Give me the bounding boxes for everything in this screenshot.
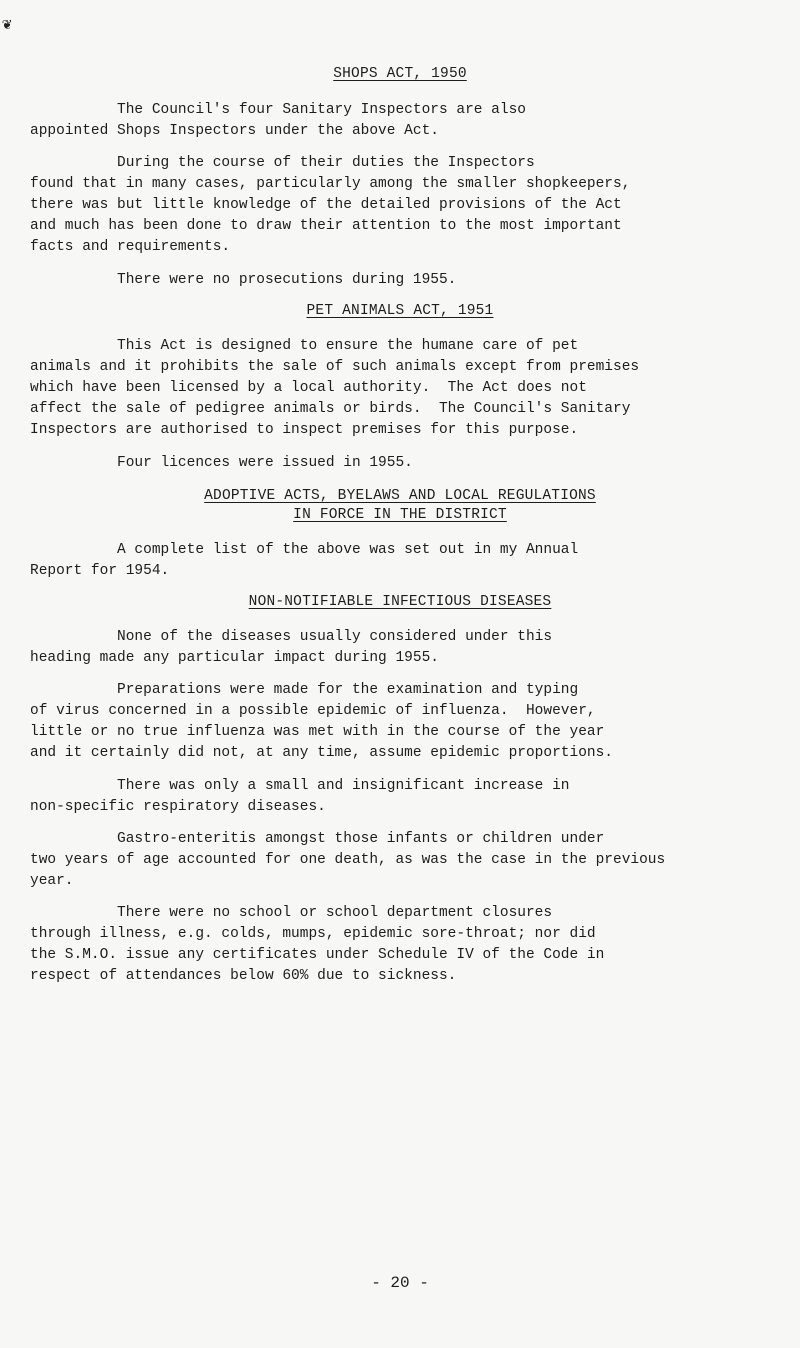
paragraph-shops-inspectors: The Council's four Sanitary Inspectors are also appointed Shops Inspectors under the above Act.	[30, 102, 526, 139]
heading-adoptive-acts: ADOPTIVE ACTS, BYELAWS AND LOCAL REGULATIONS	[204, 488, 596, 504]
paragraph-pet-licences: Four licences were issued in 1955.	[30, 455, 413, 471]
paragraph-shops-duties: During the course of their duties the Inspectors found that in many cases, particularly among the smaller shopkeepers, there was but little knowledge of the detailed provisions of the Act and much has been done to draw their attention to the most important facts and requirements.	[30, 155, 631, 255]
paragraph-diseases-impact: None of the diseases usually considered under this heading made any particular impact during 1955.	[30, 629, 553, 666]
paragraph-influenza: Preparations were made for the examination and typing of virus concerned in a possible epidemic of influenza. However, little or no true influenza was met with in the course of the year and it certainly did not, at any time, assume epidemic proportions.	[30, 682, 613, 761]
page-number: - 20 -	[371, 1274, 429, 1292]
page-corner-mark: ❦	[2, 16, 12, 34]
paragraph-respiratory: There was only a small and insignificant increase in non-specific respiratory diseases.	[30, 778, 570, 815]
heading-adoptive-acts-line2: IN FORCE IN THE DISTRICT	[293, 507, 507, 523]
paragraph-pet-animals-act: This Act is designed to ensure the humane care of pet animals and it prohibits the sale of such animals except from premises which have been licensed by a local authority. The Act does not affect the sale of pedigree animals or birds. The Council's Sanitary Inspectors are authorised to inspect premises for this purpose.	[30, 338, 640, 438]
paragraph-gastro-enteritis: Gastro-enteritis amongst those infants or children under two years of age accounted for one death, as was the case in the previous year.	[30, 831, 666, 889]
heading-non-notifiable-diseases: NON-NOTIFIABLE INFECTIOUS DISEASES	[248, 594, 552, 610]
heading-shops-act: SHOPS ACT, 1950	[333, 66, 467, 82]
paragraph-school-closures: There were no school or school department closures through illness, e.g. colds, mumps, epidemic sore-throat; nor did the S.M.O. issue any certificates under Schedule IV of the Code in respect of attendances below 60% due to sickness.	[30, 905, 605, 984]
paragraph-annual-report: A complete list of the above was set out in my Annual Report for 1954.	[30, 542, 579, 579]
paragraph-shops-prosecutions: There were no prosecutions during 1955.	[30, 272, 457, 288]
heading-pet-animals-act: PET ANIMALS ACT, 1951	[306, 303, 494, 319]
